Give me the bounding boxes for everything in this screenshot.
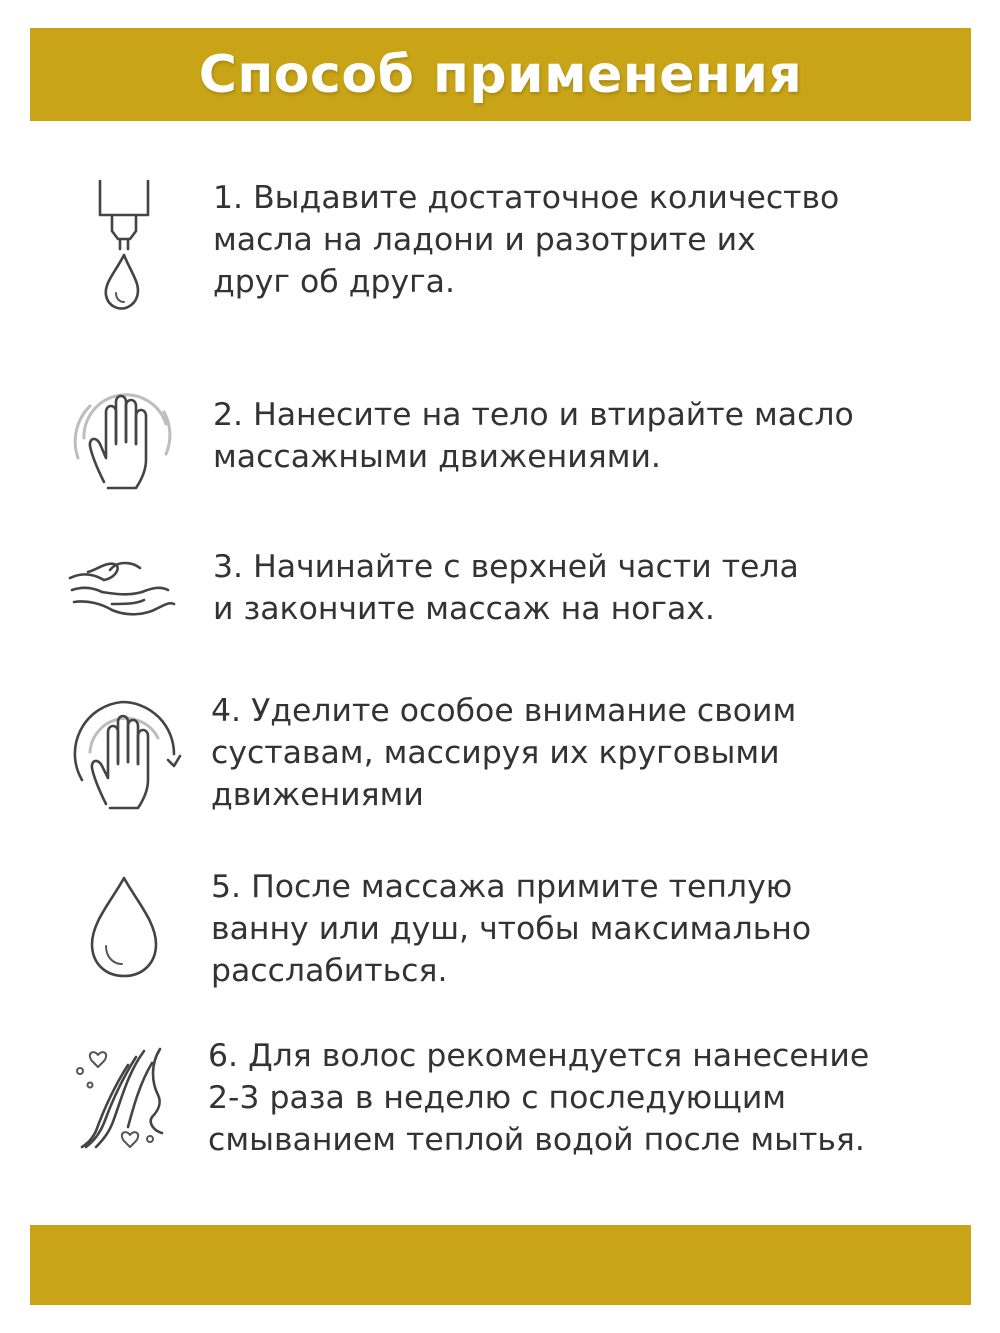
dropper-icon: [62, 175, 182, 315]
open-palm-icon: [62, 538, 182, 628]
step-6-text: 6. Для волос рекомендуется нанесение 2-3 раза в неделю с последующим смыванием теплой водой после мытья.: [208, 1038, 870, 1158]
hand-touch-icon: [62, 372, 182, 512]
page-title: Способ применения: [198, 44, 803, 105]
hand-circular-icon: [62, 684, 182, 824]
step-5-text: 5. После массажа примите теплую ванну или душ, чтобы максимально расслабиться.: [211, 869, 812, 989]
step-1-text: 1. Выдавите достаточное количество масла на ладони и разотрите их друг об друга.: [213, 180, 840, 300]
footer-banner: [30, 1225, 971, 1305]
header-banner: [30, 28, 971, 121]
step-4-text: 4. Уделите особое внимание своим суставам, массируя их круговыми движениями: [211, 693, 797, 813]
step-2-text: 2. Нанесите на тело и втирайте масло массажными движениями.: [213, 397, 854, 475]
hair-icon: [62, 1035, 182, 1155]
water-drop-icon: [62, 870, 182, 990]
step-3-text: 3. Начинайте с верхней части тела и закончите массаж на ногах.: [213, 549, 799, 627]
